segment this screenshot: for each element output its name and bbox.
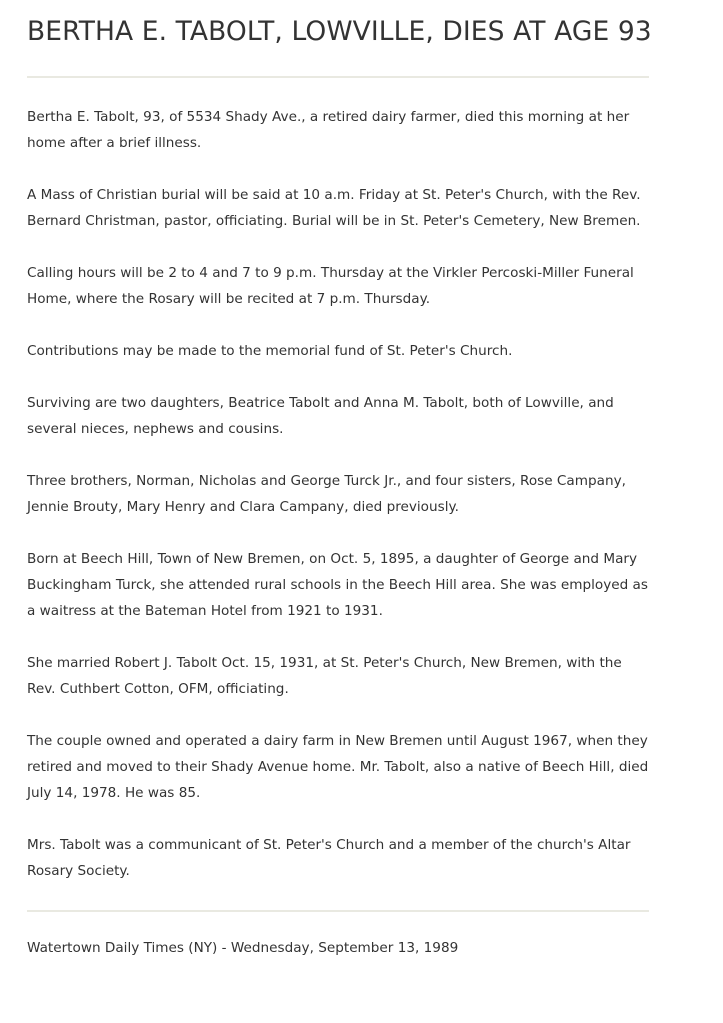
obituary-article [27, 0, 650, 961]
paragraph: Contributions may be made to the memorial fund of St. Peter's Church. [27, 343, 513, 359]
source-citation: Watertown Daily Times (NY) - Wednesday, September 13, 1989 [27, 940, 459, 956]
article-title: BERTHA E. TABOLT, LOWVILLE, DIES AT AGE 93 [27, 16, 652, 47]
paragraph: Three brothers, Norman, Nicholas and George Turck Jr., and four sisters, Rose Campany, Jennie Brouty, Mary Henry and Clara Campany, died previously. [27, 473, 626, 515]
paragraph: The couple owned and operated a dairy farm in New Bremen until August 1967, when they retired and moved to their Shady Avenue home. Mr. Tabolt, also a native of Beech Hill, died July 14, 1978. He was 85. [27, 733, 649, 801]
paragraph: Mrs. Tabolt was a communicant of St. Peter's Church and a member of the church's Altar Rosary Society. [27, 837, 631, 879]
paragraph: A Mass of Christian burial will be said at 10 a.m. Friday at St. Peter's Church, with the Rev. Bernard Christman, pastor, officiating. Burial will be in St. Peter's Cemetery, New Bremen. [27, 187, 641, 229]
article-body [27, 104, 650, 884]
paragraph: Born at Beech Hill, Town of New Bremen, on Oct. 5, 1895, a daughter of George and Mary Buckingham Turck, she attended rural schools in the Beech Hill area. She was employed as a waitress at the Bateman Hotel from 1921 to 1931. [27, 551, 648, 619]
paragraph: She married Robert J. Tabolt Oct. 15, 1931, at St. Peter's Church, New Bremen, with the Rev. Cuthbert Cotton, OFM, officiating. [27, 655, 622, 697]
paragraph: Calling hours will be 2 to 4 and 7 to 9 p.m. Thursday at the Virkler Percoski-Miller Funeral Home, where the Rosary will be recited at 7 p.m. Thursday. [27, 265, 634, 307]
top-divider [27, 76, 649, 78]
bottom-divider [27, 910, 649, 912]
paragraph: Surviving are two daughters, Beatrice Tabolt and Anna M. Tabolt, both of Lowville, and several nieces, nephews and cousins. [27, 395, 614, 437]
paragraph: Bertha E. Tabolt, 93, of 5534 Shady Ave., a retired dairy farmer, died this morning at her home after a brief illness. [27, 109, 630, 151]
